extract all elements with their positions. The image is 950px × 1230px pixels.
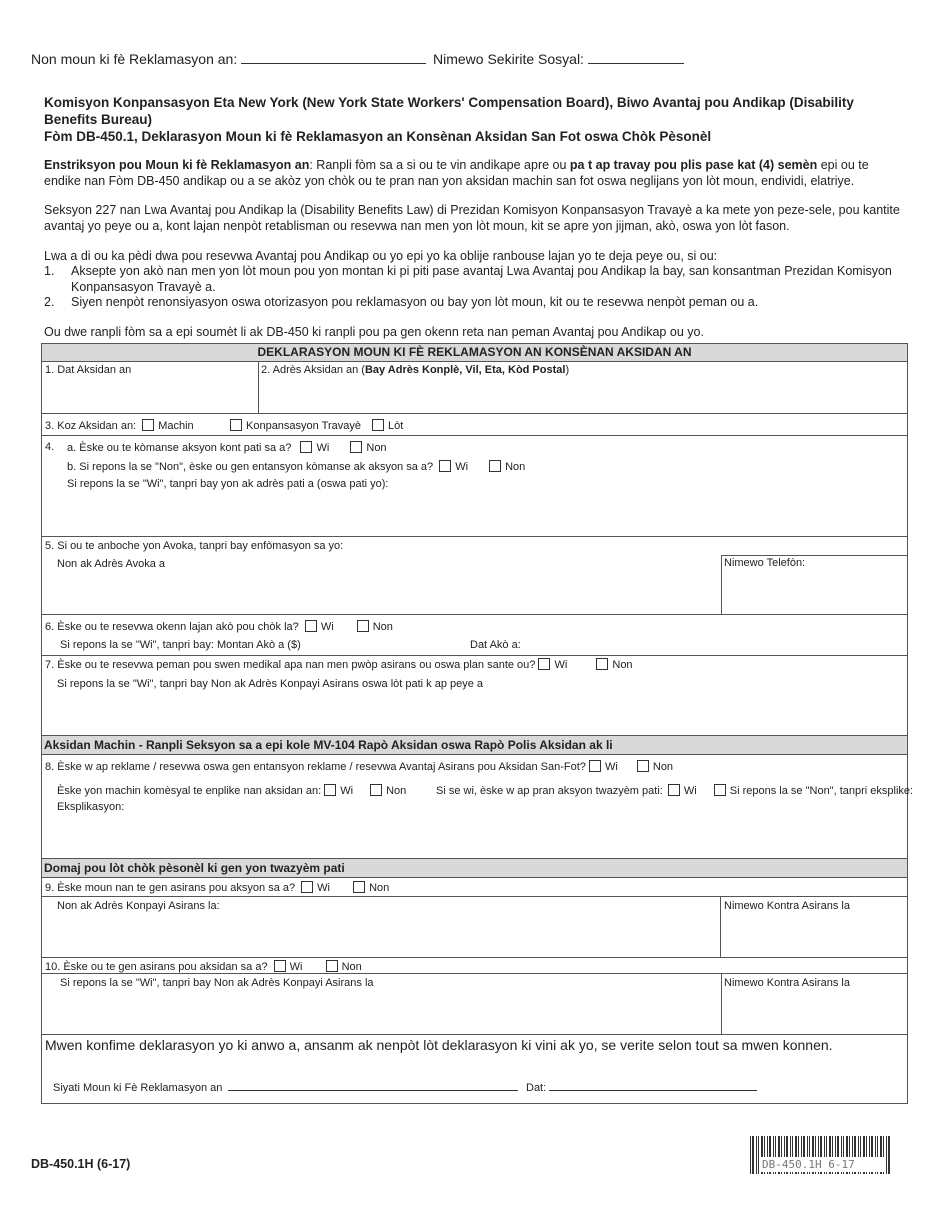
q8-vehicle-row: [57, 784, 406, 797]
q8-no-label: Non: [652, 761, 674, 773]
instructions-emphasis: pa t ap travay pou plis pase kat (4) semèn: [569, 158, 818, 172]
q7-no-label: Non: [612, 659, 633, 671]
q6-no-checkbox[interactable]: [357, 620, 369, 632]
q10-row: [45, 960, 362, 973]
q6-note: Si repons la se "Wi", tanpri bay: Montan Akò a ($): [60, 639, 301, 651]
q4b-yes-label: Wi: [455, 461, 469, 473]
divider: [42, 536, 907, 537]
q3-machine-label: Machin: [158, 420, 194, 432]
q7-yes-label: Wi: [554, 659, 568, 671]
q6-yes-checkbox[interactable]: [305, 620, 317, 632]
q4a-no-checkbox[interactable]: [350, 441, 362, 453]
divider: [42, 655, 907, 656]
q10-no-label: Non: [341, 961, 362, 973]
declaration-form: [41, 343, 914, 1104]
divider: [721, 973, 722, 1034]
q9-contract-label: Nimewo Kontra Asirans la: [724, 900, 850, 912]
date-field[interactable]: [549, 1078, 757, 1091]
q3-workers-comp-checkbox[interactable]: [230, 419, 242, 431]
q9-row: [45, 881, 389, 894]
divider: [42, 435, 907, 436]
q9-yes-checkbox[interactable]: [301, 881, 313, 893]
q10-contract-label: Nimewo Kontra Asirans la: [724, 977, 850, 989]
item-1-text: Aksepte yon akò nan men yon lòt moun pou yon montan ki pi piti pase avantaj Lwa Avantaj pou Andikap la bay, san konsantman Prezidan Komisyon Konpansasyon Travayè a.: [71, 264, 892, 294]
ssn-label: Nimewo Sekirite Sosyal:: [433, 51, 584, 67]
claimant-name-row: [31, 49, 426, 67]
date-row: [526, 1078, 757, 1094]
date-label: Dat:: [526, 1082, 547, 1094]
title-line-1: Komisyon Konpansasyon Eta New York (New York State Workers' Compensation Board), Biwo Avantaj pou Andikap (Disability Benefits Bureau): [44, 95, 854, 127]
q7-yes-checkbox[interactable]: [538, 658, 550, 670]
q8-yes-label: Wi: [604, 761, 618, 773]
q7-no-checkbox[interactable]: [596, 658, 608, 670]
q2-text-a: 2. Adrès Aksidan an (: [261, 364, 365, 376]
q4a-no-label: Non: [366, 442, 387, 454]
q8-action-row: [436, 784, 913, 797]
q4-number: 4.: [45, 441, 55, 453]
q7-note: Si repons la se "Wi", tanpri bay Non ak Adrès Konpayi Asirans oswa lòt pati k ap peye a: [57, 678, 484, 690]
item-1-number: 1.: [44, 264, 55, 278]
instructions-p4: Ou dwe ranpli fòm sa a epi soumèt li ak DB-450 ki ranpli pou pa gen okenn reta nan peman Avantaj pou Andikap ou yo.: [44, 325, 704, 339]
signature-label: Siyati Moun ki Fè Reklamasyon an: [53, 1082, 223, 1094]
q3-label: 3. Koz Aksidan an:: [45, 420, 137, 432]
q8-label: 8. Èske w ap reklame / resevwa oswa gen entansyon reklame / resevwa Avantaj Asirans pou Aksidan San-Fot?: [45, 761, 586, 773]
auto-accident-band: Aksidan Machin - Ranpli Seksyon sa a epi kole MV-104 Rapò Aksidan oswa Rapò Polis Aksidan ak li: [42, 735, 907, 755]
q8-action-yes-label: Wi: [683, 785, 697, 797]
q4a-row: [67, 441, 387, 454]
q6-label: 6. Èske ou te resevwa okenn lajan akò pou chòk la?: [45, 621, 299, 633]
q9-label: 9. Èske moun nan te gen asirans pou aksyon sa a?: [45, 882, 296, 894]
title-line-2: Fòm DB-450.1, Deklarasyon Moun ki fè Reklamasyon an Konsènan Aksidan San Fot oswa Chòk Pèsonèl: [44, 129, 712, 144]
signature-field[interactable]: [228, 1078, 518, 1091]
q2-label: [261, 364, 569, 376]
q4b-no-checkbox[interactable]: [489, 460, 501, 472]
instructions-text-b: epi ou te endike nan Fòm DB-450 andikap ou a se akòz yon chòk ou te pran nan yon aksidan machin san fot oswa neglijans yon lòt moun, endividi, elatriye.: [44, 158, 869, 188]
q3-workers-comp: [230, 419, 361, 432]
certification-text: Mwen konfime deklarasyon yo ki anwo a, ansanm ak nenpòt lòt deklarasyon ki vini ak yo, se verite selon tout sa mwen konnen.: [45, 1037, 833, 1053]
q7-label: 7. Èske ou te resevwa peman pou swen medikal apa nan men pwòp asirans ou oswa plan sante ou?: [45, 659, 536, 671]
q8-vehicle-no-label: Non: [386, 785, 407, 797]
q3-machine-checkbox[interactable]: [142, 419, 154, 431]
q8-explain-label: Eksplikasyon:: [57, 801, 125, 813]
claimant-name-label: Non moun ki fè Reklamasyon an:: [31, 51, 238, 67]
q6-no-label: Non: [372, 621, 393, 633]
q8-vehicle-yes-label: Wi: [340, 785, 354, 797]
instructions-item-2: [44, 295, 904, 311]
q4b-yes-checkbox[interactable]: [439, 460, 451, 472]
q2-text-b: ): [565, 364, 570, 376]
q3-workers-comp-label: Konpansasyon Travayè: [246, 420, 361, 432]
instructions-p3: Lwa a di ou ka pèdi dwa pou resevwa Avantaj pou Andikap ou yo epi yo ka oblije ranbouse lajan yo te deja peye ou, si ou:: [44, 249, 718, 263]
q7-row: [45, 658, 633, 671]
divider: [720, 896, 721, 957]
divider: [42, 957, 907, 958]
q10-no-checkbox[interactable]: [326, 960, 338, 972]
instructions-p1: [44, 158, 904, 189]
ssn-row: [433, 49, 684, 67]
instructions-item-1: [44, 264, 904, 295]
q4a-yes-label: Wi: [316, 442, 330, 454]
q2-text-bold: Bay Adrès Konplè, Vil, Eta, Kòd Postal: [364, 364, 566, 376]
q8-vehicle-yes-checkbox[interactable]: [324, 784, 336, 796]
divider: [721, 555, 907, 556]
q8-action-label: Si se wi, èske w ap pran aksyon twazyèm pati:: [436, 785, 663, 797]
q4b-no-label: Non: [505, 461, 526, 473]
instructions-p2: Seksyon 227 nan Lwa Avantaj pou Andikap la (Disability Benefits Law) di Prezidan Komisyon Konpansasyon Travayè a ka mete yon peze-sele, pou kantite avantaj yo peye ou a, kont lajan nenpòt retablisman ou resevwa nan men yon lòt moun, kit se apre yon jijman, akò, oswa yon lòt fason.: [44, 203, 900, 233]
instructions-text-a: : Ranpli fòm sa a si ou te vin andikape apre ou: [309, 158, 570, 172]
q9-name-label: Non ak Adrès Konpayi Asirans la:: [57, 900, 220, 912]
q8-action-yes-checkbox[interactable]: [668, 784, 680, 796]
divider: [42, 614, 907, 615]
q8-row: [45, 760, 673, 773]
q8-vehicle-no-checkbox[interactable]: [370, 784, 382, 796]
q9-yes-label: Wi: [317, 882, 330, 894]
q10-note: Si repons la se "Wi", tanpri bay Non ak Adrès Konpayi Asirans la: [60, 977, 374, 989]
q6-date-label: Dat Akò a:: [470, 639, 521, 651]
q10-label: 10. Èske ou te gen asirans pou aksidan sa a?: [45, 961, 268, 973]
divider: [721, 555, 722, 614]
q8-yes-checkbox[interactable]: [589, 760, 601, 772]
divider: [42, 1034, 907, 1035]
section-title: DEKLARASYON MOUN KI FÈ REKLAMASYON AN KONSÈNAN AKSIDAN AN: [42, 344, 907, 362]
signature-row: [53, 1078, 518, 1094]
q4b-row: [67, 460, 525, 473]
q10-yes-label: Wi: [289, 961, 303, 973]
barcode-text: DB-450.1H 6-17: [762, 1158, 855, 1171]
q3-other: [372, 419, 403, 432]
divider: [258, 362, 259, 413]
q5-label: 5. Si ou te anboche yon Avoka, tanpri bay enfòmasyon sa yo:: [45, 540, 344, 552]
q8-explain-prompt: Si repons la se "Non", tanpri eksplike:: [729, 785, 914, 797]
divider: [42, 413, 907, 414]
barcode: [750, 1136, 894, 1174]
q5-name-label: Non ak Adrès Avoka a: [57, 558, 166, 570]
q9-no-checkbox[interactable]: [353, 881, 365, 893]
divider: [42, 896, 907, 897]
ssn-field[interactable]: [588, 49, 684, 64]
q3-other-checkbox[interactable]: [372, 419, 384, 431]
q8-no-checkbox[interactable]: [637, 760, 649, 772]
divider: [42, 973, 907, 974]
q5-phone-label: Nimewo Telefòn:: [724, 557, 806, 569]
form-title: [44, 94, 904, 145]
item-2-text: Siyen nenpòt renonsiyasyon oswa otorizasyon pou reklamasyon ou bay yon lòt moun, kit ou te resevwa nenpòt peman ou a.: [71, 295, 759, 309]
form-id: DB-450.1H (6-17): [31, 1157, 131, 1171]
q3-row: [45, 419, 194, 432]
q10-yes-checkbox[interactable]: [274, 960, 286, 972]
q4b-label: b. Si repons la se "Non", èske ou gen entansyon kòmanse ak aksyon sa a?: [67, 461, 434, 473]
item-2-number: 2.: [44, 295, 55, 309]
q4a-label: a. Èske ou te kòmanse aksyon kont pati sa a?: [67, 442, 292, 454]
personal-injury-band: Domaj pou lòt chòk pèsonèl ki gen yon twazyèm pati: [42, 858, 907, 878]
q9-no-label: Non: [369, 882, 390, 894]
q6-yes-label: Wi: [320, 621, 334, 633]
instructions-heading: Enstriksyon pou Moun ki fè Reklamasyon an: [44, 158, 310, 172]
q4-note: Si repons la se "Wi", tanpri bay yon ak adrès pati a (oswa pati yo):: [67, 478, 389, 490]
q1-label: 1. Dat Aksidan an: [45, 364, 132, 376]
claimant-name-field[interactable]: [241, 49, 426, 64]
q6-row: [45, 620, 393, 633]
q8-vehicle-label: Èske yon machin komèsyal te enplike nan aksidan an:: [57, 785, 322, 797]
q3-other-label: Lòt: [388, 420, 404, 432]
q4a-yes-checkbox[interactable]: [300, 441, 312, 453]
q8-action-no-checkbox[interactable]: [714, 784, 726, 796]
